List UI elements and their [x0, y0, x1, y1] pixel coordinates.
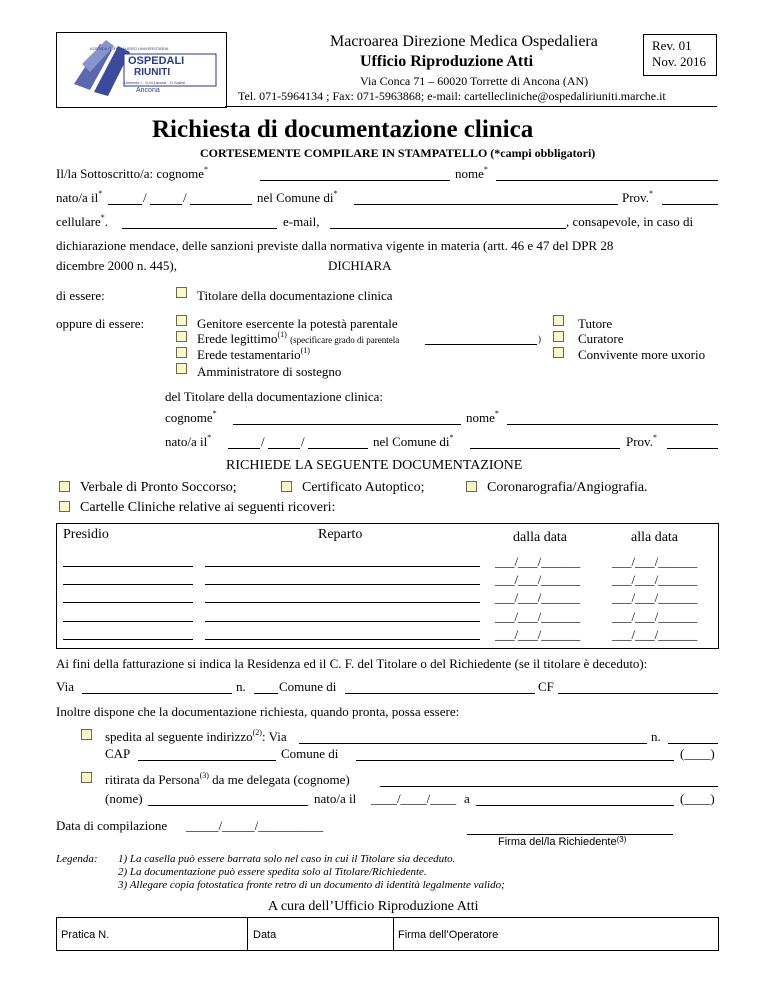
to-date-field[interactable]: ___/___/______: [612, 590, 698, 605]
signature-field[interactable]: [467, 834, 673, 835]
legend-note2: 2) La documentazione può essere spedita solo al Titolare/Richiedente.: [118, 866, 427, 878]
billing-via-field[interactable]: [82, 693, 232, 694]
sent-n-label: n.: [651, 729, 661, 744]
applicant-comune-label: nel Comune di*: [257, 189, 338, 205]
holder-comune-label: nel Comune di*: [373, 433, 454, 449]
delegate-born-field[interactable]: ____/____/____: [371, 791, 457, 806]
tutor-checkbox[interactable]: [553, 315, 564, 326]
operator-sign-label: Firma dell’Operatore: [398, 929, 499, 941]
page-title: Richiesta di documentazione clinica: [152, 116, 534, 143]
to-date-field[interactable]: ___/___/______: [612, 627, 698, 642]
testamentary-option: Erede testamentario$^{(1)}$: [197, 346, 310, 362]
office-heading: A cura dell’Ufficio Riproduzione Atti: [268, 899, 479, 914]
support-checkbox[interactable]: [176, 363, 187, 374]
logo-line3: RIUNITI: [134, 67, 171, 78]
holder-option: Titolare della documentazione clinica: [197, 288, 393, 303]
holder-surname-label: cognome*: [165, 409, 217, 425]
presidio-field[interactable]: [63, 566, 193, 567]
applicant-email-field[interactable]: [330, 228, 566, 229]
sent-comune-label: Comune di: [281, 746, 339, 761]
to-date-field[interactable]: ___/___/______: [612, 572, 698, 587]
sent-via-field[interactable]: [299, 743, 647, 744]
applicant-comune-field[interactable]: [354, 204, 618, 205]
delegate-place-field[interactable]: [476, 805, 674, 806]
applicant-mobile-field[interactable]: [122, 228, 277, 229]
heir-note-close: ): [538, 334, 541, 344]
logo-line2: OSPEDALI: [128, 55, 185, 67]
sent-checkbox[interactable]: [81, 729, 92, 740]
contacts: Tel. 071-5964134 ; Fax: 071-5963868; e-mail: cartellecliniche@ospedaliriuniti.marche.it: [238, 89, 666, 103]
er-option: Verbale di Pronto Soccorso;: [80, 480, 237, 495]
testamentary-checkbox[interactable]: [176, 347, 187, 358]
sent-n-field[interactable]: [668, 743, 718, 744]
support-option: Amministratore di sostegno: [197, 364, 342, 379]
holder-comune-field[interactable]: [470, 448, 620, 449]
curator-option: Curatore: [578, 331, 624, 346]
holder-name-field[interactable]: [507, 424, 718, 425]
declaration-aware: , consapevole, in caso di: [566, 214, 694, 229]
date-slash: /: [301, 434, 305, 449]
office-table-divider: [393, 917, 394, 951]
delegate-surname-field[interactable]: [380, 786, 718, 787]
applicant-surname-label: Il/la Sottoscritto/a: cognome*: [56, 165, 209, 181]
office-name: Ufficio Riproduzione Atti: [360, 53, 534, 70]
autopsy-checkbox[interactable]: [281, 481, 292, 492]
presidio-field[interactable]: [63, 584, 193, 585]
col-to: alla data: [631, 530, 679, 545]
billing-n-field[interactable]: [254, 693, 278, 694]
presidio-field[interactable]: [63, 602, 193, 603]
sent-comune-field[interactable]: [356, 760, 674, 761]
reparto-field[interactable]: [205, 602, 480, 603]
holder-name-label: nome*: [466, 409, 499, 425]
legend-note3: 3) Allegare copia fotostatica fronte retro di un documento di identità legalmente valido;: [118, 879, 505, 891]
coro-option: Coronarografia/Angiografia.: [487, 480, 648, 495]
date-slash: /: [261, 434, 265, 449]
presidio-field[interactable]: [63, 639, 193, 640]
revision: Rev. 01: [652, 38, 692, 53]
delegate-name-label: (nome): [105, 791, 143, 806]
cohabitant-checkbox[interactable]: [553, 347, 564, 358]
billing-intro: Ai fini della fatturazione si indica la Residenza ed il C. F. del Titolare o del Richiedente (se il titolare è deceduto):: [56, 656, 648, 671]
tutor-option: Tutore: [578, 316, 613, 331]
holder-prov-label: Prov.*: [626, 433, 657, 449]
holder-intro: del Titolare della documentazione clinica:: [165, 389, 384, 404]
applicant-email-label: e-mail,: [283, 214, 320, 229]
date-slash: /: [143, 190, 147, 205]
legend-label: Legenda:: [56, 853, 98, 865]
billing-n-label: n.: [236, 679, 246, 694]
or-being-label: oppure di essere:: [56, 316, 145, 331]
heir-checkbox[interactable]: [176, 331, 187, 342]
reparto-field[interactable]: [205, 639, 480, 640]
sent-option: spedita al seguente indirizzo$^{(2)}$: Via: [105, 728, 287, 744]
heir-degree-field[interactable]: [425, 344, 537, 345]
col-from: dalla data: [513, 530, 568, 545]
office-table-divider: [247, 917, 248, 951]
er-checkbox[interactable]: [59, 481, 70, 492]
delegate-prov-field[interactable]: (____): [680, 791, 715, 806]
cap-label: CAP: [105, 746, 131, 761]
collected-checkbox[interactable]: [81, 772, 92, 783]
billing-cf-field[interactable]: [558, 693, 718, 694]
billing-cf-label: CF: [538, 679, 554, 694]
holder-surname-field[interactable]: [233, 424, 461, 425]
autopsy-option: Certificato Autoptico;: [302, 480, 425, 495]
applicant-prov-label: Prov.*: [622, 189, 653, 205]
office-table: [56, 917, 719, 951]
applicant-born-day[interactable]: [108, 204, 142, 205]
compilation-date-label: Data di compilazione: [56, 818, 168, 833]
being-label: di essere:: [56, 288, 105, 303]
from-date-field[interactable]: ___/___/______: [495, 572, 581, 587]
holder-born-day[interactable]: [228, 448, 260, 449]
applicant-born-label: nato/a il*: [56, 189, 103, 205]
holder-born-year[interactable]: [308, 448, 368, 449]
presidio-field[interactable]: [63, 621, 193, 622]
revision-date: Nov. 2016: [652, 54, 707, 69]
from-date-field[interactable]: ___/___/______: [495, 609, 581, 624]
reparto-field[interactable]: [205, 566, 480, 567]
header-rule: [225, 106, 717, 107]
delegate-name-field[interactable]: [148, 805, 308, 806]
reparto-field[interactable]: [205, 584, 480, 585]
from-date-field[interactable]: ___/___/______: [495, 590, 581, 605]
records-option: Cartelle Cliniche relative ai seguenti ricoveri:: [80, 500, 336, 515]
records-checkbox[interactable]: [59, 501, 70, 512]
legend-note1: 1) La casella può essere barrata solo nel caso in cui il Titolare sia deceduto.: [118, 853, 456, 865]
sent-prov-field[interactable]: (____): [680, 746, 715, 761]
from-date-field[interactable]: ___/___/______: [495, 554, 581, 569]
to-date-field[interactable]: ___/___/______: [612, 609, 698, 624]
signature-label: Firma del/la Richiedente$^{(3)}$: [498, 835, 627, 848]
applicant-prov-field[interactable]: [662, 204, 718, 205]
coro-checkbox[interactable]: [466, 481, 477, 492]
logo-line1: AZIENDA OSPEDALIERO UNIVERSITARIA: [90, 46, 169, 51]
col-presidio: Presidio: [63, 527, 109, 542]
delegate-born-label: nato/a il: [314, 791, 357, 806]
holder-born-month[interactable]: [268, 448, 300, 449]
applicant-born-year[interactable]: [190, 204, 252, 205]
cap-field[interactable]: [138, 760, 276, 761]
declares-heading: DICHIARA: [328, 258, 392, 273]
logo-line4: Umberto I - G.M.Lancisi - G.Salesi: [124, 80, 185, 85]
applicant-surname-field[interactable]: [260, 180, 450, 181]
billing-via-label: Via: [56, 679, 74, 694]
billing-comune-label: Comune di: [279, 679, 337, 694]
cohabitant-option: Convivente more uxorio: [578, 347, 706, 362]
parent-option: Genitore esercente la potestà parentale: [197, 316, 398, 331]
applicant-mobile-label: cellulare*.: [56, 213, 108, 229]
holder-checkbox[interactable]: [176, 287, 187, 298]
applicant-born-month[interactable]: [150, 204, 182, 205]
org-name: Macroarea Direzione Medica Ospedaliera: [330, 33, 598, 50]
holder-prov-field[interactable]: [667, 448, 718, 449]
collected-option: ritirata da Persona$^{(3)}$ da me delegata (cognome): [105, 771, 350, 787]
compilation-date-field[interactable]: _____/_____/__________: [186, 818, 324, 833]
from-date-field[interactable]: ___/___/______: [495, 627, 581, 642]
heir-option: Erede legittimo$^{(1)}$ (specificare grado di parentela: [197, 330, 400, 346]
billing-comune-field[interactable]: [345, 693, 535, 694]
date-slash: /: [183, 190, 187, 205]
declaration-line3: dicembre 2000 n. 445),: [56, 258, 177, 273]
delivery-intro: Inoltre dispone che la documentazione richiesta, quando pronta, possa essere:: [56, 704, 460, 719]
page-subtitle: CORTESEMENTE COMPILARE IN STAMPATELLO (*campi obbligatori): [200, 146, 596, 160]
curator-checkbox[interactable]: [553, 331, 564, 342]
parent-checkbox[interactable]: [176, 315, 187, 326]
delegate-place-label: a: [464, 791, 470, 806]
col-reparto: Reparto: [318, 527, 363, 542]
declaration-line2: dichiarazione mendace, delle sanzioni previste dalla normativa vigente in materia (artt. 46 e 47 del DPR 28: [56, 238, 614, 253]
practice-label: Pratica N.: [61, 929, 110, 941]
address: Via Conca 71 – 60020 Torrette di Ancona (AN): [360, 74, 589, 88]
practice-date-label: Data: [253, 929, 277, 941]
to-date-field[interactable]: ___/___/______: [612, 554, 698, 569]
applicant-name-field[interactable]: [496, 180, 718, 181]
holder-born-label: nato/a il*: [165, 433, 212, 449]
logo-line5: Ancona: [136, 87, 160, 94]
applicant-name-label: nome*: [455, 165, 488, 181]
request-heading: RICHIEDE LA SEGUENTE DOCUMENTAZIONE: [226, 458, 523, 473]
reparto-field[interactable]: [205, 621, 480, 622]
